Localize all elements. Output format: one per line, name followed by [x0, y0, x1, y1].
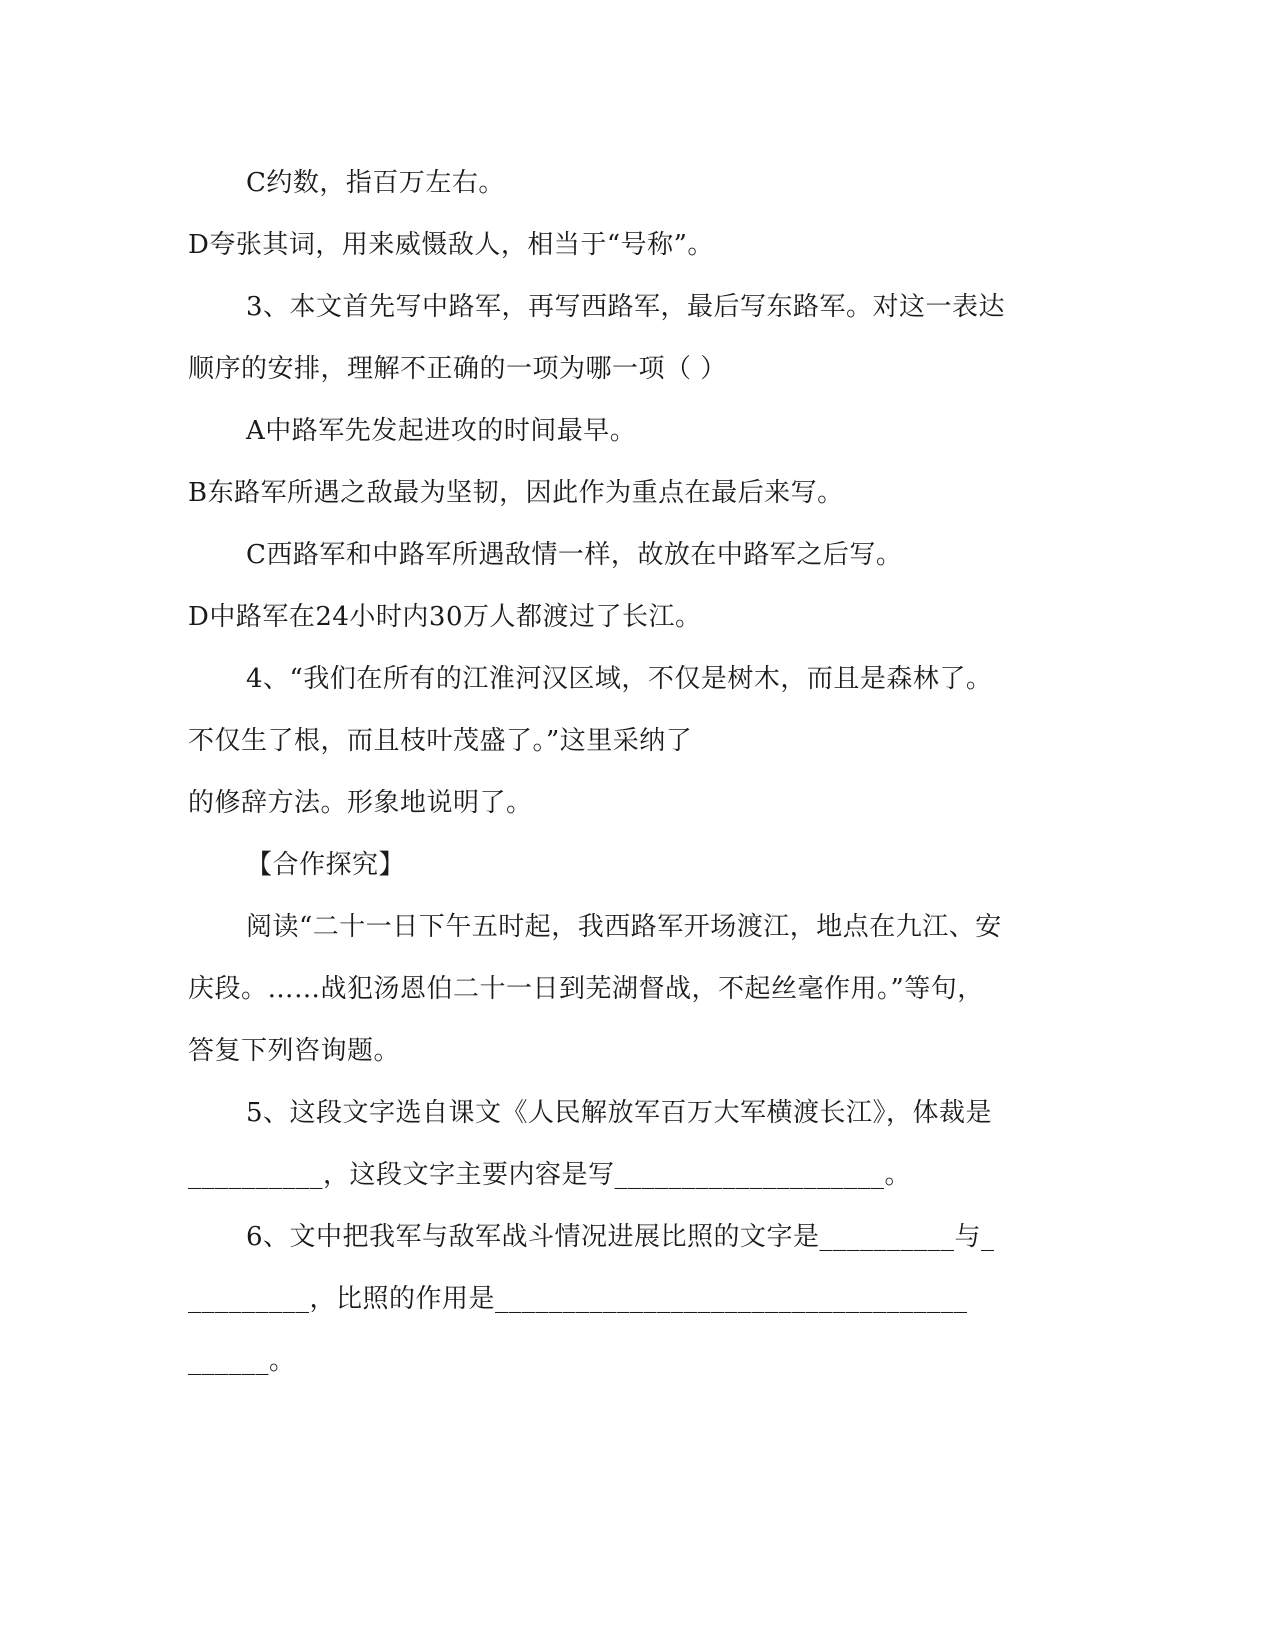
text-line-question-3: 3、本文首先写中路军，再写西路军，最后写东路军。对这一表达 — [246, 292, 1006, 322]
text-line-reading-1: 阅读“二十一日下午五时起，我西路军开场渡江，地点在九江、安 — [246, 912, 1002, 942]
text-line-question-5: 5、这段文字选自课文《人民解放军百万大军横渡长江》，体裁是 — [246, 1098, 993, 1128]
text-line-option-d-2: D中路军在24小时内30万人都渡过了长江。 — [188, 602, 702, 632]
text-line-question-6: 6、文中把我军与敌军战斗情况进展比照的文字是__________与_ — [246, 1222, 995, 1252]
text-line-question-4-cont: 不仅生了根，而且枝叶茂盛了。”这里采纳了 — [188, 726, 693, 756]
text-line-option-c-2: C西路军和中路军所遇敌情一样，故放在中路军之后写。 — [246, 540, 903, 570]
text-line-option-b: B东路军所遇之敌最为坚韧，因此作为重点在最后来写。 — [188, 478, 844, 508]
text-line-question-4: 4、“我们在所有的江淮河汉区域，不仅是树木，而且是森林了。 — [246, 664, 993, 694]
text-line-option-c-1: C约数，指百万左右。 — [246, 168, 505, 198]
text-line-option-d-1: D夸张其词，用来威慑敌人，相当于“号称”。 — [188, 230, 714, 260]
text-line-question-6-blanks: _________，比照的作用是___________________________________ — [188, 1284, 968, 1314]
text-line-question-4-end: 的修辞方法。形象地说明了。 — [188, 788, 533, 818]
text-line-reading-3: 答复下列咨询题。 — [188, 1036, 401, 1066]
text-line-reading-2: 庆段。……战犯汤恩伯二十一日到芜湖督战，不起丝毫作用。”等句， — [188, 974, 984, 1004]
section-heading: 【合作探究】 — [246, 850, 406, 880]
text-line-question-6-end: ______。 — [188, 1346, 296, 1376]
text-line-question-5-blanks: __________，这段文字主要内容是写____________________。 — [188, 1160, 912, 1190]
text-line-option-a: A中路军先发起进攻的时间最早。 — [246, 416, 637, 446]
text-line-question-3-cont: 顺序的安排，理解不正确的一项为哪一项（ ） — [188, 354, 727, 384]
